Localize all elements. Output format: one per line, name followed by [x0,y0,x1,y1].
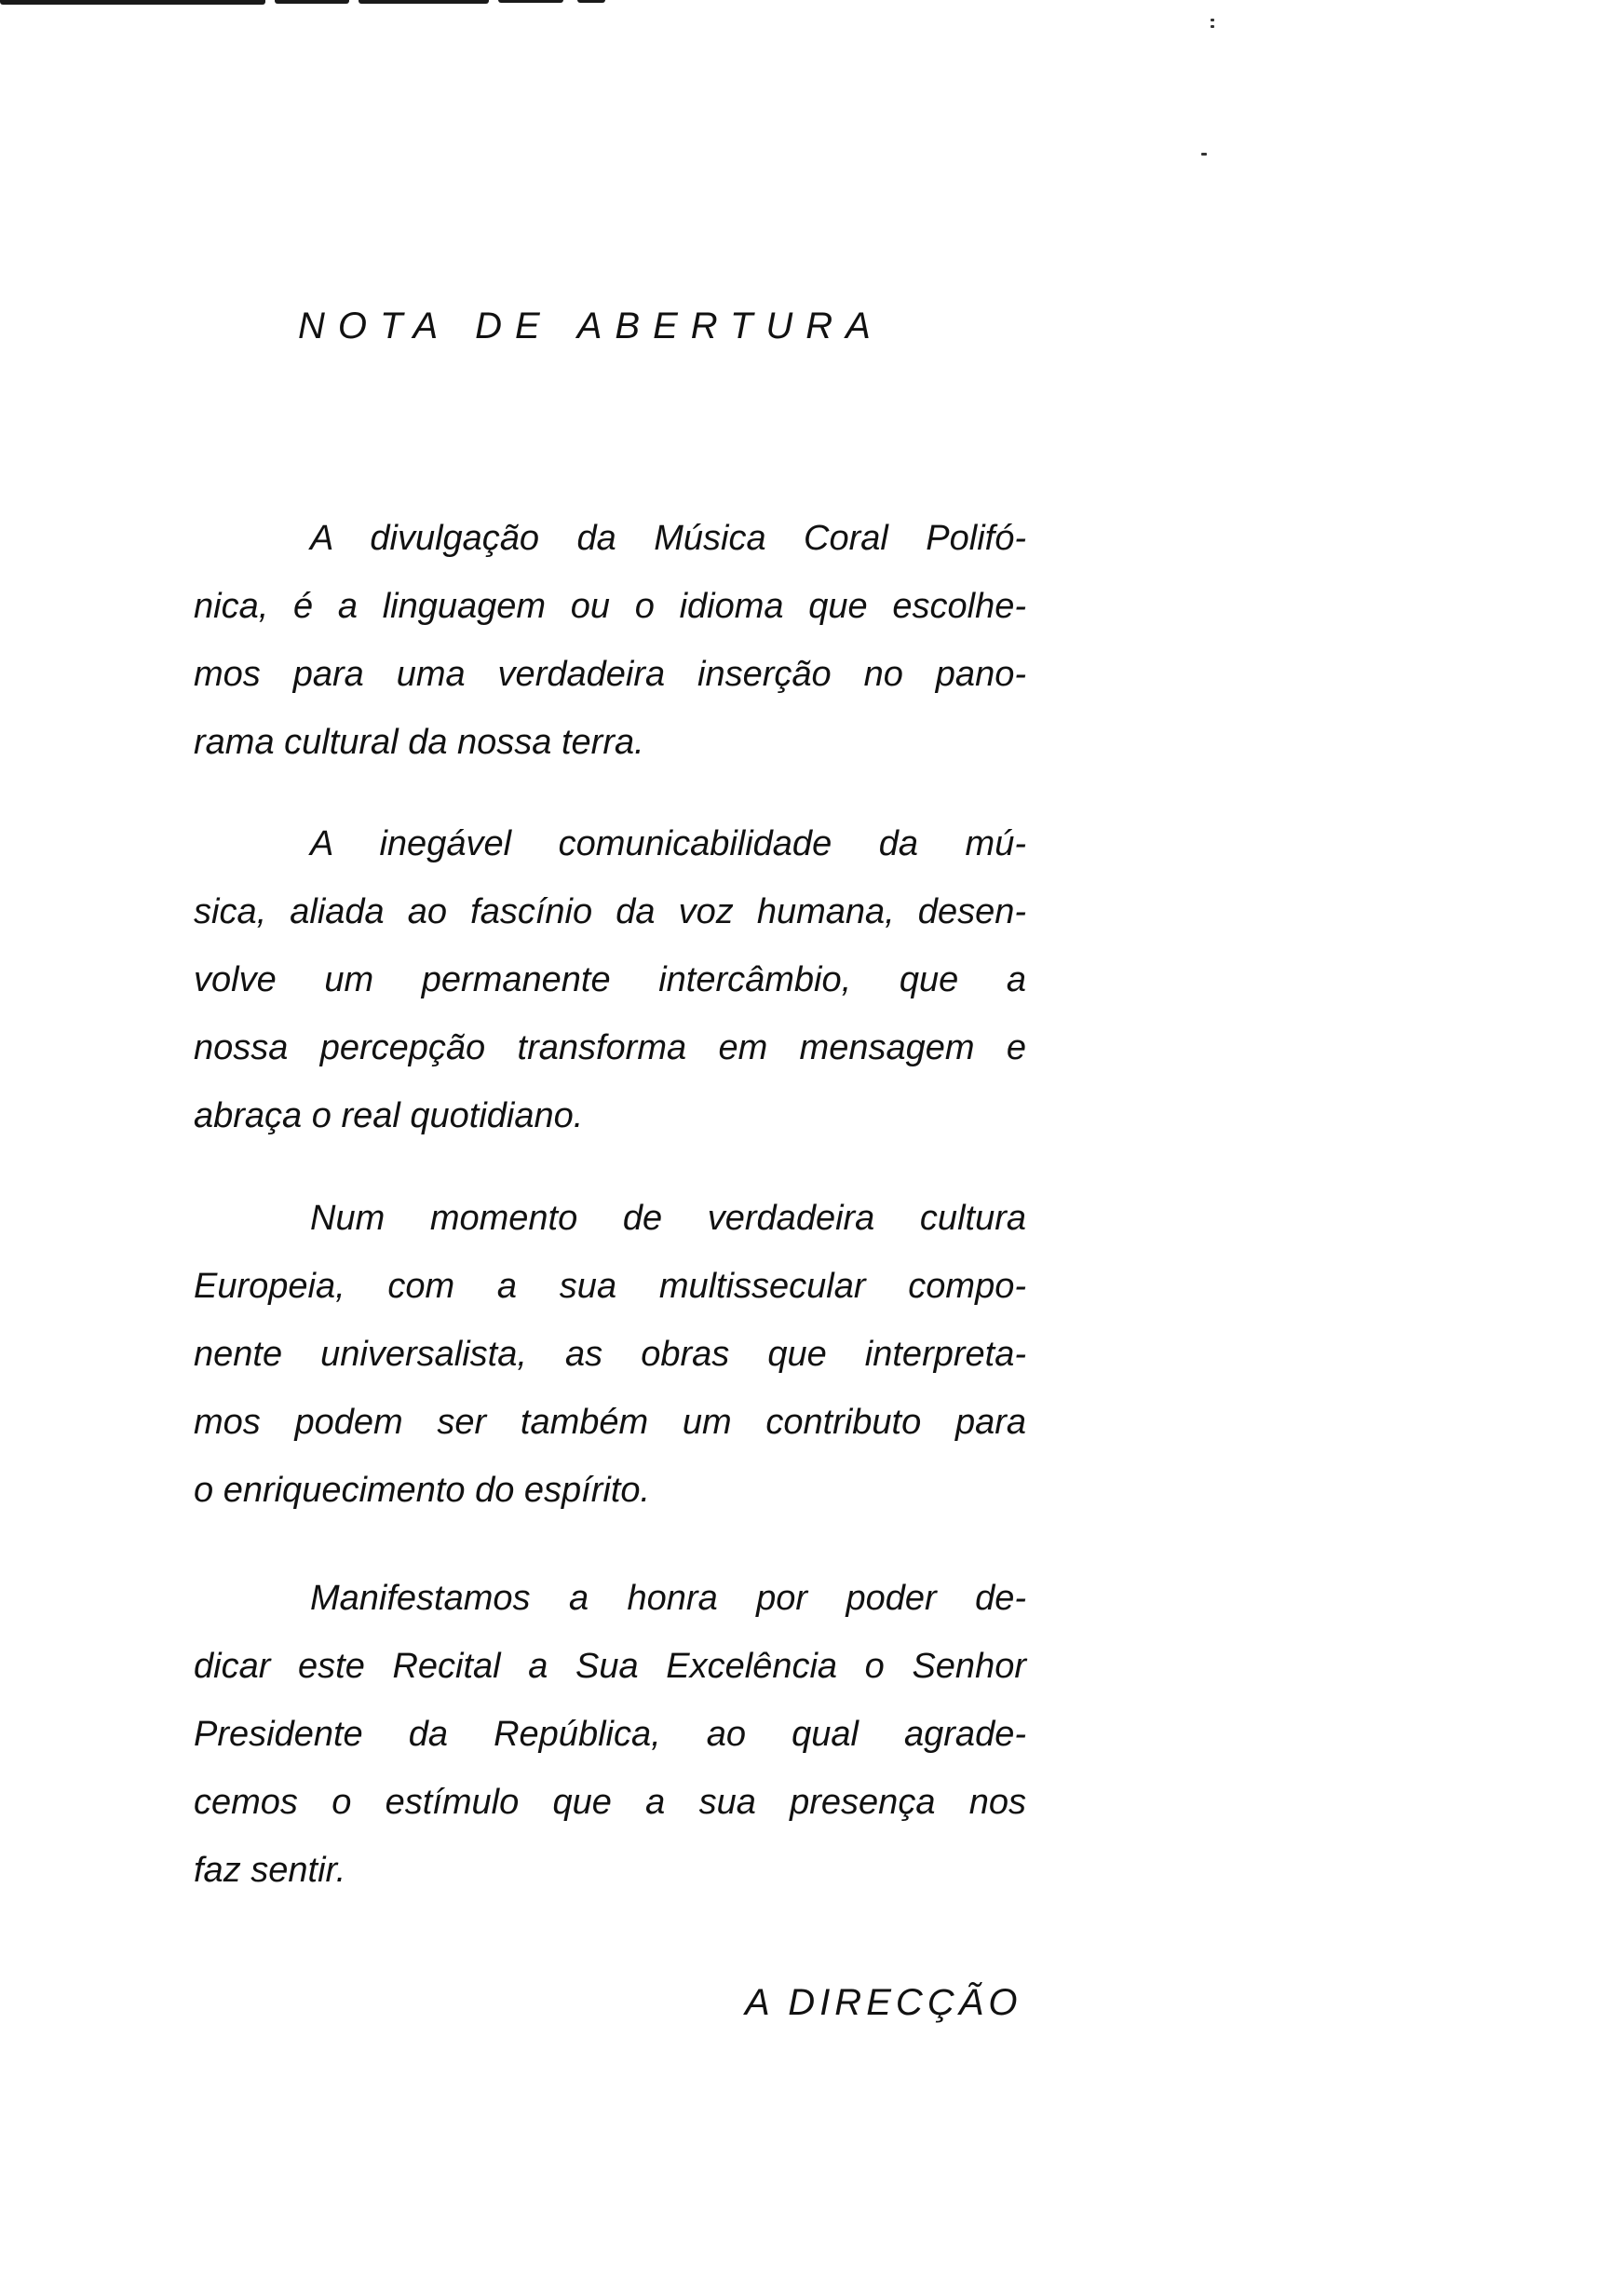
title-word: NOTA [298,306,452,346]
text-line: abraça o real quotidiano. [194,1096,584,1135]
scan-speck [1211,25,1214,28]
text-line: Num momento de verdadeira cultura [310,1199,1026,1238]
text-line: volve um permanente intercâmbio, que a [194,960,1026,999]
text-line: A inegável comunicabilidade da mú- [310,824,1026,863]
text-line: Manifestamos a honra por poder de- [310,1579,1026,1618]
paragraph-4 [194,1565,1026,1905]
text-line: o enriquecimento do espírito. [194,1471,651,1510]
paragraph-1 [194,505,1026,777]
text-line: cemos o estímulo que a sua presença nos [194,1783,1026,1822]
text-line: Presidente da República, ao qual agrade- [194,1715,1026,1754]
paragraph-2 [194,810,1026,1150]
page-title [298,307,884,345]
text-line: rama cultural da nossa terra. [194,723,644,762]
text-line: faz sentir. [194,1851,346,1890]
scan-speck [1211,19,1214,21]
paragraph-3 [194,1185,1026,1525]
scan-speck [1201,153,1207,156]
text-line: mos para uma verdadeira inserção no pano- [194,655,1026,694]
signature: A DIRECÇÃO [745,1982,1022,2023]
text-line: mos podem ser também um contributo para [194,1403,1026,1442]
text-line: dicar este Recital a Sua Excelência o Senhor [194,1647,1026,1686]
scan-edge-artifact [0,0,726,9]
text-line: nossa percepção transforma em mensagem e [194,1028,1026,1067]
text-line: A divulgação da Música Coral Polifó- [310,519,1026,558]
text-line: nica, é a linguagem ou o idioma que escolhe- [194,587,1026,626]
text-line: Europeia, com a sua multissecular compo- [194,1267,1026,1306]
text-line: nente universalista, as obras que interpreta- [194,1335,1026,1374]
title-word: ABERTURA [576,306,884,346]
title-word: DE [475,306,553,346]
text-line: sica, aliada ao fascínio da voz humana, desen- [194,892,1026,931]
